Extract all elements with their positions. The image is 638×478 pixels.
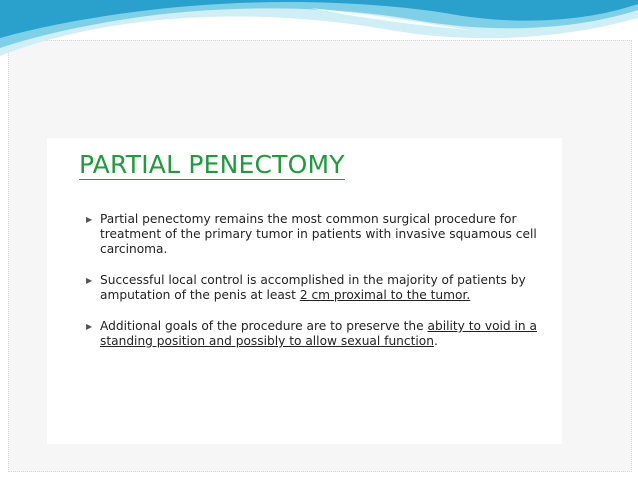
triangle-right-icon: ▶ bbox=[86, 215, 93, 224]
bullet-text: Successful local control is accomplished in the majority of patients by amputation of the penis at least bbox=[100, 273, 526, 302]
underlined-phrase: ability to void in a standing position and possibly to allow sexual function bbox=[100, 319, 537, 348]
bullet-item-1 bbox=[86, 212, 548, 257]
bullet-item-2 bbox=[86, 273, 548, 303]
header-wave-decoration bbox=[0, 0, 638, 62]
bullet-text-end: . bbox=[433, 334, 438, 348]
bullet-list bbox=[86, 212, 548, 365]
bullet-text: Partial penectomy remains the most common surgical procedure for treatment of the primary tumor in patients with invasive squamous cell carcinoma. bbox=[100, 212, 537, 256]
bullet-text: Additional goals of the procedure are to preserve the bbox=[100, 319, 428, 333]
underlined-phrase: 2 cm proximal to the tumor. bbox=[299, 288, 471, 302]
triangle-right-icon: ▶ bbox=[86, 276, 93, 285]
triangle-right-icon: ▶ bbox=[86, 322, 93, 331]
bullet-item-3 bbox=[86, 319, 548, 349]
slide-title: PARTIAL PENECTOMY bbox=[79, 150, 345, 179]
